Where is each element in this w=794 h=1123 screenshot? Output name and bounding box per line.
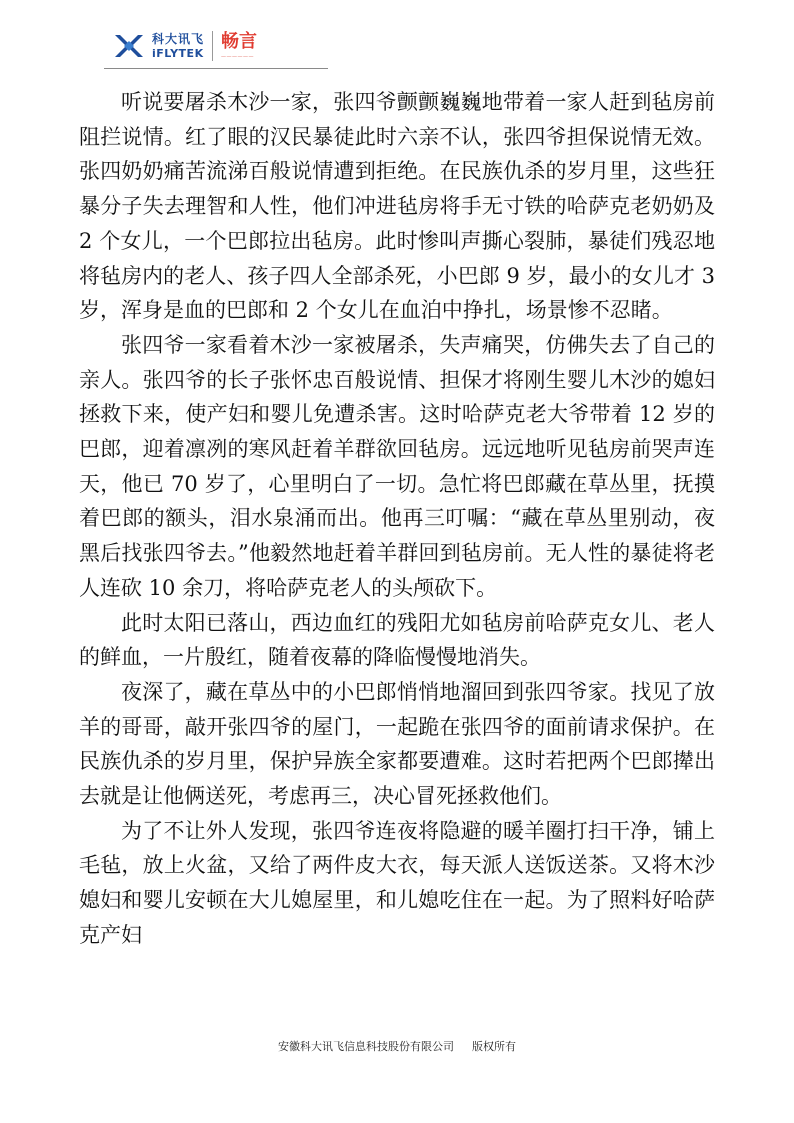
header-rule [104, 68, 328, 69]
footer-rights: 版权所有 [472, 1040, 516, 1053]
paragraph: 听说要屠杀木沙一家，张四爷颤颤巍巍地带着一家人赶到毡房前阻拦说情。红了眼的汉民暴徒此时六亲不认，张四爷担保说情无效。张四奶奶痛苦流涕百般说情遭到拒绝。在民族仇杀的岁月里，这些狂暴分子失去理智和人性，他们冲进毡房将手无寸铁的哈萨克老奶奶及 2 个女儿，一个巴郎拉出毡房。此时惨叫声撕心裂肺，暴徒们残忍地将毡房内的老人、孩子四人全部杀死，小巴郎 9 岁，最小的女儿才 3 岁，浑身是血的巴郎和 2 个女儿在血泊中挣扎，场景惨不忍睹。 [79, 90, 715, 323]
iflytek-wordmark [152, 33, 204, 59]
brand-name: 畅言 [221, 30, 258, 52]
brand-subtitle: —————— [221, 53, 255, 60]
paragraph: 张四爷一家看着木沙一家被屠杀，失声痛哭，仿佛失去了自己的亲人。张四爷的长子张怀忠百般说情、担保才将刚生婴儿木沙的媳妇拯救下来，使产妇和婴儿免遭杀害。这时哈萨克老大爷带着 12 岁的巴郎，迎着凛冽的寒风赶着羊群欲回毡房。远远地听见毡房前哭声连天，他已 70 岁了，心里明白了一切。急忙将巴郎藏在草丛里，抚摸着巴郎的额头，泪水泉涌而出。他再三叮嘱：“藏在草丛里别动，夜黑后找张四爷去。”他毅然地赶着羊群回到毡房前。无人性的暴徒将老人连砍 10 余刀，将哈萨克老人的头颅砍下。 [79, 332, 715, 600]
logo-divider [212, 31, 213, 61]
page-footer [0, 1038, 794, 1054]
paragraph: 夜深了，藏在草丛中的小巴郎悄悄地溜回到张四爷家。找见了放羊的哥哥，敲开张四爷的屋门，一起跪在张四爷的面前请求保护。在民族仇杀的岁月里，保护异族全家都要遭难。这时若把两个巴郎撵出去就是让他俩送死，考虑再三，决心冒死拯救他们。 [79, 679, 715, 809]
paragraph: 此时太阳已落山，西边血红的残阳尤如毡房前哈萨克女儿、老人的鲜血，一片殷红，随着夜幕的降临慢慢地消失。 [79, 610, 715, 670]
logo-chinese-name: 科大讯飞 [152, 32, 205, 46]
logo-english-name: iFLYTEK [152, 47, 204, 60]
header-logo-group [112, 24, 322, 68]
paragraph: 为了不让外人发现，张四爷连夜将隐避的暖羊圈打扫干净，铺上毛毡，放上火盆，又给了两件皮大衣，每天派人送饭送茶。又将木沙媳妇和婴儿安顿在大儿媳屋里，和儿媳吃住在一起。为了照料好哈萨克产妇 [79, 818, 715, 947]
changyan-brand [221, 30, 258, 60]
iflytek-logo-icon [112, 31, 146, 61]
document-body [79, 85, 715, 953]
footer-company: 安徽科大讯飞信息科技股份有限公司 [278, 1040, 454, 1053]
